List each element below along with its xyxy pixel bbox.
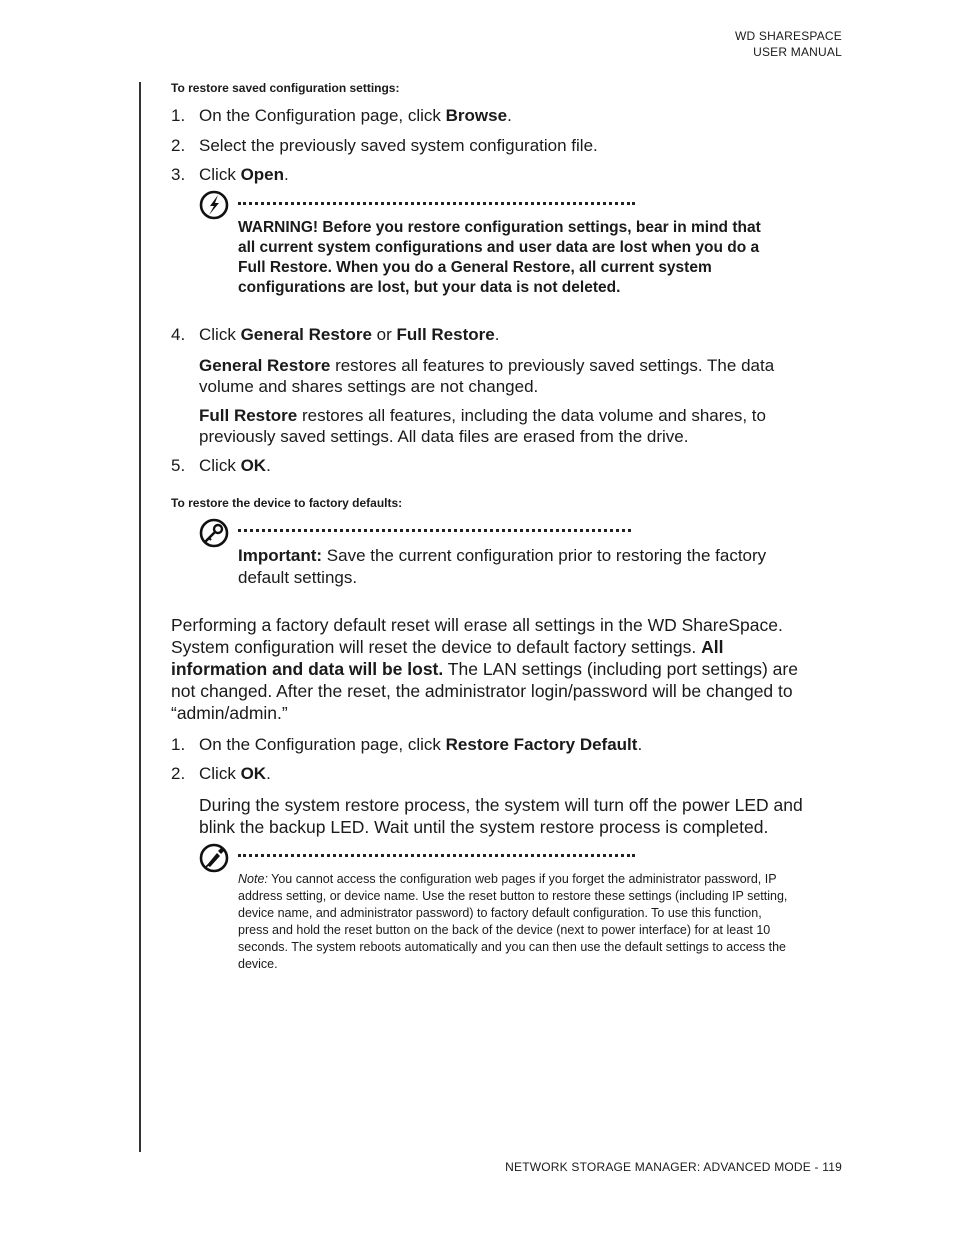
procedure-heading-factory-defaults: To restore the device to factory defaults:: [171, 496, 403, 510]
note-pen-icon: [199, 843, 229, 873]
factory-reset-paragraph: Performing a factory default reset will erase all settings in the WD ShareSpace. System configuration will reset the device to default factory settings. All information and data will be lost. The LAN settings (including port settings) are not changed. After the reset, the administrator login/password will be changed to “admin/admin.”: [171, 615, 798, 723]
important-key-icon: [199, 518, 229, 548]
margin-rule: [139, 82, 141, 1152]
full-restore-desc: Full Restore restores all features, including the data volume and shares, to previously saved settings. All data files are erased from the drive.: [199, 406, 766, 446]
page-footer: NETWORK STORAGE MANAGER: ADVANCED MODE - 119: [505, 1160, 842, 1174]
restore-process-description: During the system restore process, the system will turn off the power LED and blink the backup LED. Wait until the system restore process is completed.: [199, 795, 803, 837]
warning-text: WARNING! Before you restore configuration settings, bear in mind that all current system configurations and user data are lost when you do a Full Restore. When you do a General Restore, all current system configurations are lost, but your data is not deleted.: [238, 219, 761, 296]
general-restore-desc: General Restore restores all features to previously saved settings. The data volume and shares settings are not changed.: [199, 356, 775, 396]
procedure-heading-restore-config: To restore saved configuration settings:: [171, 81, 400, 95]
note-divider: [238, 854, 635, 857]
warning-divider: [238, 202, 635, 205]
important-text: Important: Save the current configuration prior to restoring the factory default settings.: [238, 546, 767, 587]
note-text: Note: You cannot access the configuration web pages if you forget the administrator password, IP address setting, or device name. Use the reset button to restore these settings (including IP setting, device name, and administrator password) to factory default configuration. To use this function, press and hold the reset button on the back of the device (next to power interface) for at least 10 seconds. The system reboots automatically and you can then use the default settings to access the device.: [238, 872, 788, 971]
header-doc-type: USER MANUAL: [753, 45, 842, 59]
running-header: [735, 28, 842, 60]
warning-bolt-icon: [199, 190, 229, 220]
header-product: WD SHARESPACE: [734, 29, 842, 43]
important-divider: [238, 529, 631, 532]
